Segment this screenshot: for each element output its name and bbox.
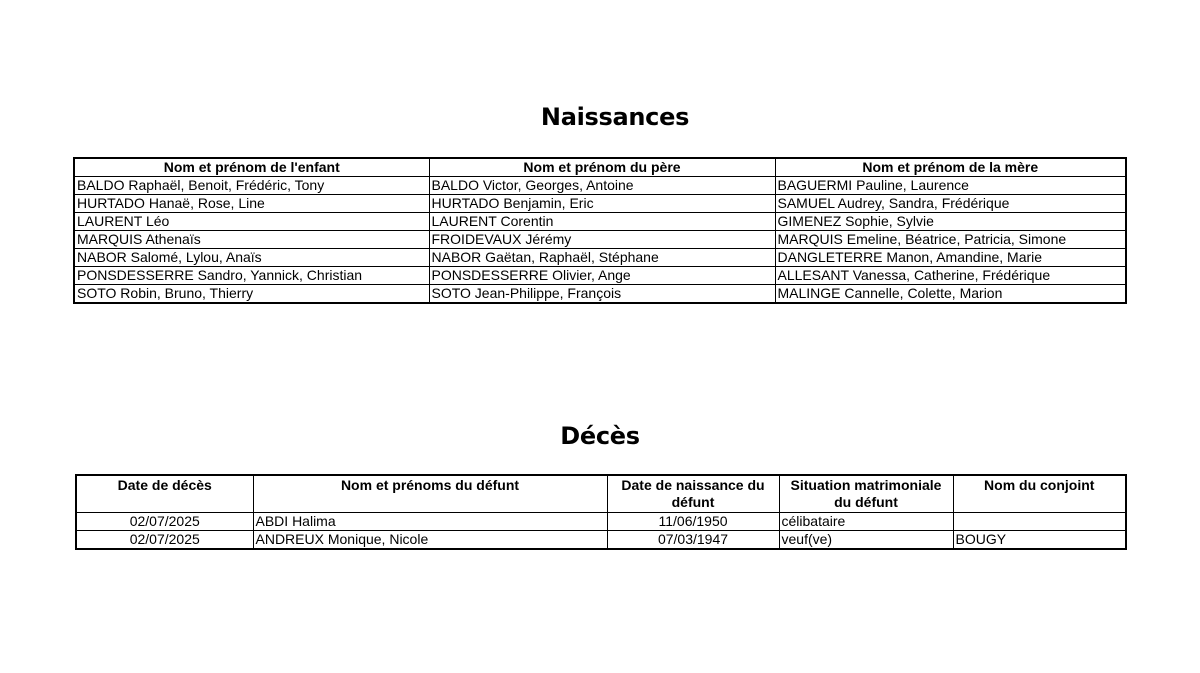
birth-date-cell: 07/03/1947 <box>607 531 779 550</box>
table-row <box>74 249 1126 267</box>
marital-status-cell: célibataire <box>779 513 953 531</box>
father-name-cell: BALDO Victor, Georges, Antoine <box>429 177 775 195</box>
column-header-deceased-name: Nom et prénoms du défunt <box>253 475 607 513</box>
child-name-cell: SOTO Robin, Bruno, Thierry <box>74 285 429 304</box>
child-name-cell: BALDO Raphaël, Benoit, Frédéric, Tony <box>74 177 429 195</box>
father-name-cell: HURTADO Benjamin, Eric <box>429 195 775 213</box>
marital-status-cell: veuf(ve) <box>779 531 953 550</box>
father-name-cell: PONSDESSERRE Olivier, Ange <box>429 267 775 285</box>
deceased-name-cell: ABDI Halima <box>253 513 607 531</box>
deaths-table <box>75 474 1127 550</box>
births-table <box>73 157 1127 304</box>
births-section-title: Naissances <box>540 103 690 131</box>
table-row <box>74 177 1126 195</box>
table-row <box>74 285 1126 304</box>
father-name-cell: LAURENT Corentin <box>429 213 775 231</box>
column-header-birth-date: Date de naissance du défunt <box>607 475 779 513</box>
table-row <box>76 513 1126 531</box>
table-row <box>74 195 1126 213</box>
table-header-row <box>76 475 1126 513</box>
father-name-cell: NABOR Gaëtan, Raphaël, Stéphane <box>429 249 775 267</box>
column-header-father: Nom et prénom du père <box>429 158 775 177</box>
mother-name-cell: BAGUERMI Pauline, Laurence <box>775 177 1126 195</box>
table-header-row <box>74 158 1126 177</box>
deaths-section-title: Décès <box>560 422 640 450</box>
deceased-name-cell: ANDREUX Monique, Nicole <box>253 531 607 550</box>
father-name-cell: FROIDEVAUX Jérémy <box>429 231 775 249</box>
table-row <box>74 213 1126 231</box>
spouse-name-cell: BOUGY <box>953 531 1126 550</box>
death-date-cell: 02/07/2025 <box>76 531 253 550</box>
column-header-death-date: Date de décès <box>76 475 253 513</box>
mother-name-cell: ALLESANT Vanessa, Catherine, Frédérique <box>775 267 1126 285</box>
child-name-cell: LAURENT Léo <box>74 213 429 231</box>
mother-name-cell: DANGLETERRE Manon, Amandine, Marie <box>775 249 1126 267</box>
death-date-cell: 02/07/2025 <box>76 513 253 531</box>
spouse-name-cell <box>953 513 1126 531</box>
column-header-spouse-name: Nom du conjoint <box>953 475 1126 513</box>
father-name-cell: SOTO Jean-Philippe, François <box>429 285 775 304</box>
mother-name-cell: MARQUIS Emeline, Béatrice, Patricia, Simone <box>775 231 1126 249</box>
mother-name-cell: SAMUEL Audrey, Sandra, Frédérique <box>775 195 1126 213</box>
mother-name-cell: MALINGE Cannelle, Colette, Marion <box>775 285 1126 304</box>
mother-name-cell: GIMENEZ Sophie, Sylvie <box>775 213 1126 231</box>
birth-date-cell: 11/06/1950 <box>607 513 779 531</box>
column-header-child: Nom et prénom de l'enfant <box>74 158 429 177</box>
child-name-cell: NABOR Salomé, Lylou, Anaïs <box>74 249 429 267</box>
table-row <box>74 267 1126 285</box>
table-row <box>76 531 1126 550</box>
column-header-marital-status: Situation matrimoniale du défunt <box>779 475 953 513</box>
child-name-cell: HURTADO Hanaë, Rose, Line <box>74 195 429 213</box>
table-row <box>74 231 1126 249</box>
child-name-cell: PONSDESSERRE Sandro, Yannick, Christian <box>74 267 429 285</box>
child-name-cell: MARQUIS Athenaïs <box>74 231 429 249</box>
column-header-mother: Nom et prénom de la mère <box>775 158 1126 177</box>
